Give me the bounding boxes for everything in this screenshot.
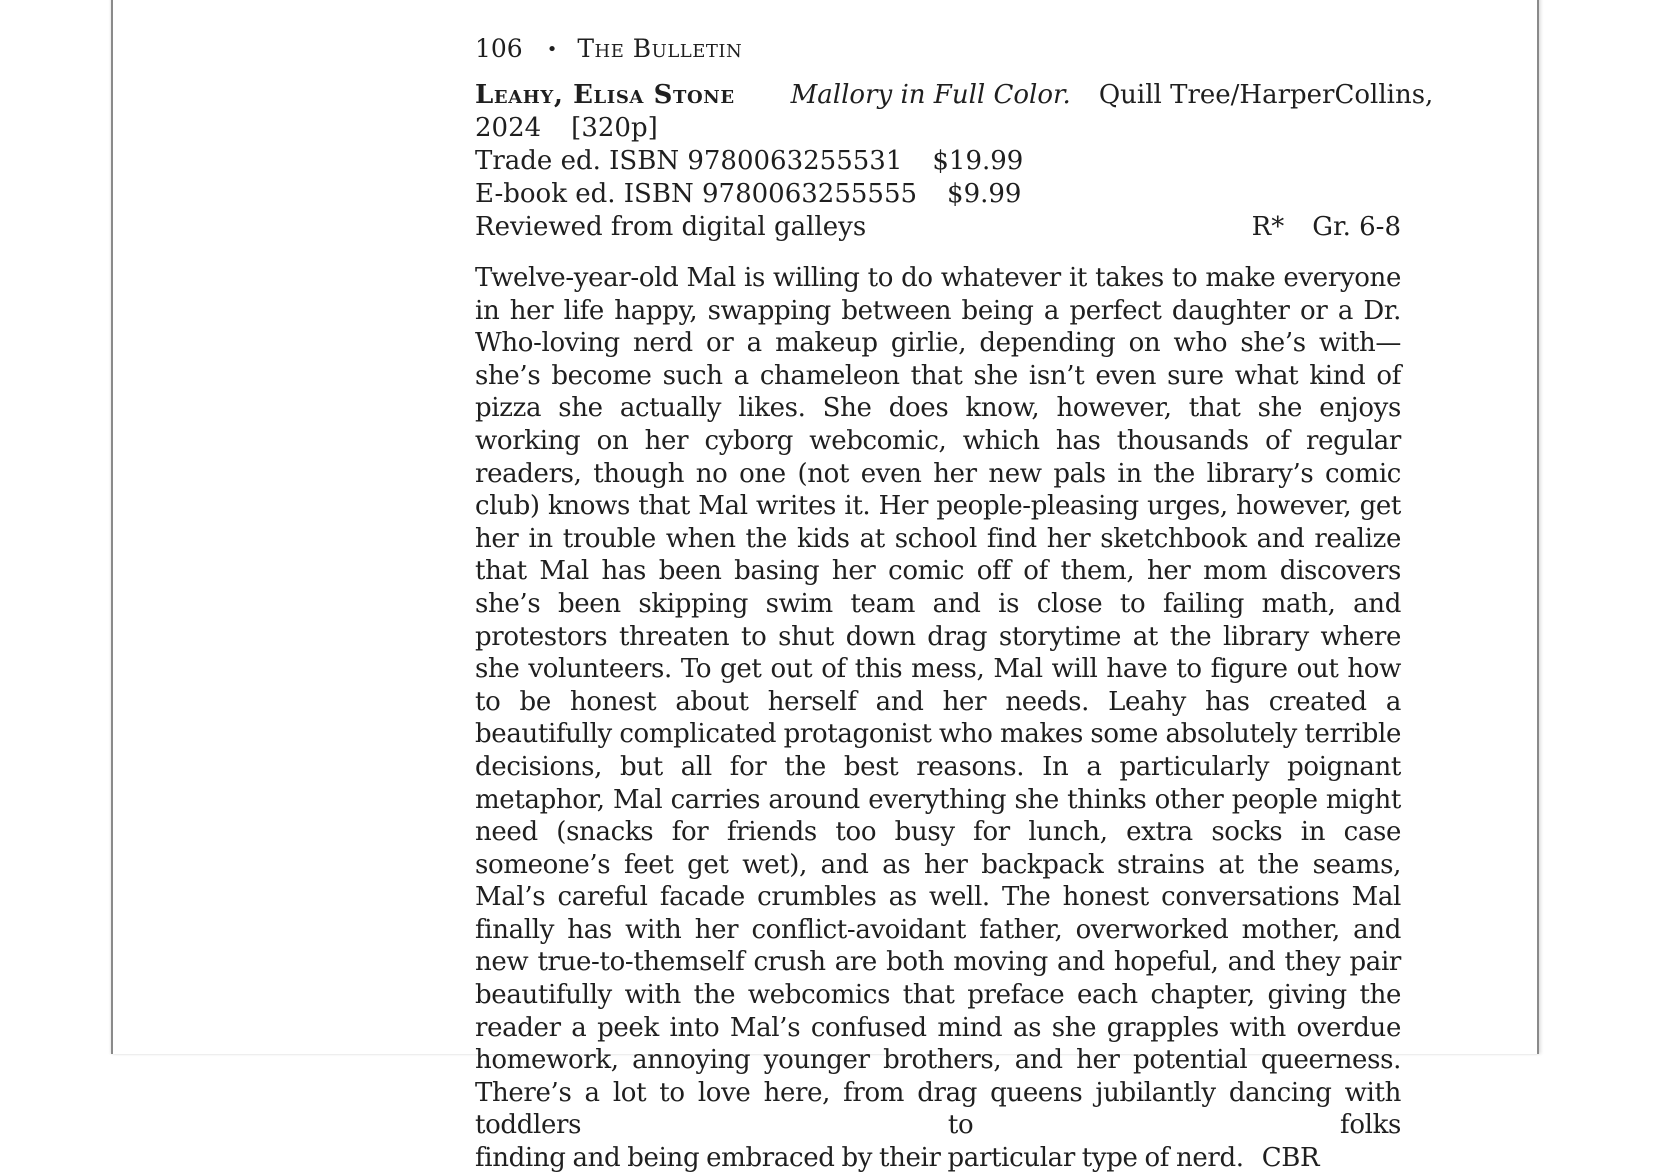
trade-price: $19.99 (932, 146, 1024, 176)
entry-line-1 (475, 79, 1434, 112)
entry-line-2 (475, 112, 1401, 145)
entry-pages: [320p] (571, 113, 658, 143)
entry-publisher: Quill Tree/HarperCollins, (1098, 80, 1434, 110)
entry-author: Leahy, Elisa Stone (475, 80, 735, 110)
entry-line-3 (475, 145, 1401, 178)
trade-isbn: Trade ed. ISBN 9780063255531 (475, 146, 903, 176)
review-closing: finding and being embraced by their particular type of nerd. (475, 1143, 1244, 1174)
review-text (475, 262, 1401, 1175)
entry-line-5 (475, 211, 1401, 244)
bullet-separator: • (546, 39, 558, 60)
reviewer-initials: CBR (1261, 1143, 1320, 1174)
page-number: 106 (475, 34, 523, 63)
running-head (475, 32, 1401, 66)
grade-level: Gr. 6-8 (1312, 212, 1401, 242)
ebook-price: $9.99 (947, 179, 1022, 209)
rating-badge: R* (1251, 212, 1285, 242)
ebook-isbn: E-book ed. ISBN 9780063255555 (475, 179, 918, 209)
entry-title: Mallory in Full Color. (790, 80, 1071, 110)
review-body: Twelve-year-old Mal is willing to do whatever it takes to make everyone in her life happy, swapping between being a perfect daughter or a Dr. Who-loving nerd or a makeup girlie, depending on who she’s with—she’s become such a chameleon that she isn’t even sure what kind of pizza she actually likes. She does know, however, that she enjoys working on her cyborg webcomic, which has thousands of regular readers, though no one (not even her new pals in the library’s comic club) knows that Mal writes it. Her people-pleasing urges, however, get her in trouble when the kids at school find her sketchbook and realize that Mal has been basing her comic off of them, her mom discovers she’s been skipping swim team and is close to failing math, and protestors threaten to shut down drag storytime at the library where she volunteers. To get out of this mess, Mal will have to figure out how to be honest about herself and her needs. Leahy has created a beautifully complicated protagonist who makes some absolutely terrible decisions, but all for the best reasons. In a particularly poignant metaphor, Mal carries around everything she thinks other people might need (snacks for friends too busy for lunch, extra socks in case someone’s feet get wet), and as her backpack strains at the seams, Mal’s careful facade crumbles as well. The honest conversations Mal finally has with her conflict-avoidant father, overworked mother, and new true-to-themself crush are both moving and hopeful, and they pair beautifully with the webcomics that preface each chapter, giving the reader a peek into Mal’s confused mind as she grapples with overdue homework, annoying younger brothers, and her potential queerness. There’s a lot to love here, from drag queens jubilantly dancing with toddlers to folks (475, 263, 1401, 1141)
reviewed-from: Reviewed from digital galleys (475, 212, 867, 242)
entry-line-4 (475, 178, 1401, 211)
document-page (111, 0, 1539, 1174)
entry-year: 2024 (475, 113, 542, 143)
entry-header (475, 79, 1434, 244)
journal-name: The Bulletin (577, 34, 743, 63)
page-content (475, 32, 1434, 1175)
review-last-line (475, 1142, 1401, 1175)
